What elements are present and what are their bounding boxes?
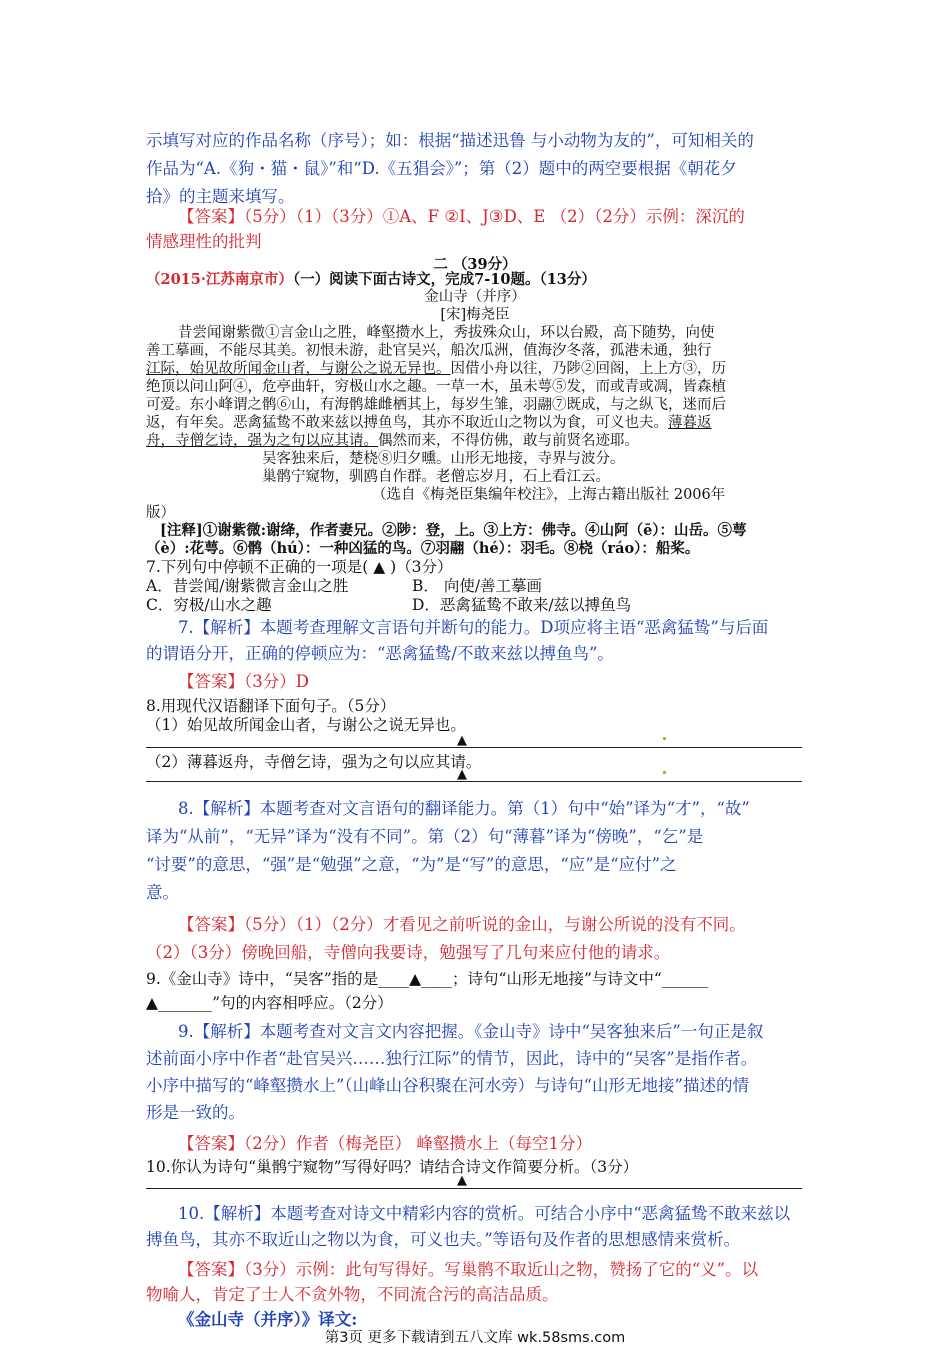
q7-option-c: C．穷极/山水之趣 — [146, 596, 272, 614]
source-label: （2015·江苏南京市） — [146, 271, 293, 288]
q7-option-a: A．昔尝闻/谢紫微言金山之胜 — [146, 577, 349, 595]
q10-answer-2: 物喻人，肯定了士人不贪外物，不同流合污的高洁品质。 — [146, 1285, 559, 1304]
verse-line-1: 吴客独来后，楚桡⑧归夕曛。山形无地接，寺界与波分。 — [262, 451, 625, 467]
q8-answer-line-1 — [146, 747, 802, 748]
notes-line-1: [注释]①谢紫微:谢绛，作者妻兄。②陟：登，上。③上方：佛寺。④山阿（ē）：山岳。⑤萼 — [160, 522, 747, 539]
q7-option-d: D．恶禽猛鸷不敢来/兹以搏鱼鸟 — [412, 596, 632, 614]
q9-analysis-1: 9.【解析】本题考查对文言文内容把握。《金山寺》诗中“吴客独来后”一句正是叙 — [178, 1022, 764, 1041]
q8-sentence-1: （1）始见故所闻金山者，与谢公之说无异也。 — [146, 716, 466, 734]
q8-blank-1-triangle: ▲ — [457, 733, 467, 748]
intro-line-1: 示填写对应的作品名称（序号）；如：根据“描述迅鲁 与小动物为友的”，可知相关的 — [146, 131, 754, 150]
passage-line-1: 昔尝闻谢紫微①言金山之胜，峰壑攒水上，秀拔殊众山，环以台殿，高下随势，向使 — [178, 325, 715, 341]
q8-sentence-2: （2）薄暮返舟，寺僧乞诗，强为之句以应其请。 — [146, 753, 482, 771]
q9-answer: 【答案】（2分）作者（梅尧臣） 峰壑攒水上（每空1分） — [178, 1134, 592, 1153]
q7-analysis-1: 7.【解析】本题考查理解文言语句并断句的能力。D项应将主语“恶禽猛鸷”与后面 — [178, 618, 769, 637]
intro-line-3: 拾》的主题来填写。 — [146, 187, 295, 206]
q10-answer-1: 【答案】（3分）示例：此句写得好。写巢鹘不取近山之物，赞扬了它的“义”。以 — [178, 1260, 759, 1279]
q8-answer-line-2 — [146, 781, 802, 782]
q10-blank-triangle: ▲ — [457, 1173, 467, 1188]
citation-cont: 版） — [146, 505, 175, 521]
q10-stem: 10.你认为诗句“巢鹘宁窥物”写得好吗？请结合诗文作简要分析。（3分） — [146, 1158, 639, 1176]
q9-analysis-4: 形是一致的。 — [146, 1103, 245, 1122]
page-footer: 第3页 更多下载请到五八文库 wk.58sms.com — [324, 1330, 626, 1346]
q7-option-b: B． 向使/善工摹画 — [412, 577, 543, 595]
passage-line-3-underlined: 江际，始见故所闻金山者，与谢公之说无异也。 — [146, 361, 451, 377]
intro-answer-1: 【答案】（5分）（1）（3分）①A、F ②I、J③D、E （2）（2分）示例：深沉的 — [178, 207, 745, 226]
q9-analysis-2: 述前面小序中作者“赴官吴兴……独行江际”的情节，因此，诗中的“吴客”是指作者。 — [146, 1049, 758, 1068]
passage-line-7-rest: 偶然而来，不得仿佛，敢与前贤名迹耶。 — [378, 433, 639, 449]
q8-answer-1: 【答案】（5分）（1）（2分）才看见之前听说的金山，与谢公所说的没有不同。 — [178, 915, 746, 934]
q8-analysis-2: 译为“从前”，“无异”译为“没有不同”。第（2）句“薄暮”译为“傍晚”，“乞”是 — [146, 827, 704, 846]
poem-author: [宋]梅尧臣 — [440, 307, 510, 323]
passage-line-2: 善工摹画，不能尽其美。初恨未游，赴官吴兴，船次瓜洲，值海汐冬落，孤港未通，独行 — [146, 343, 712, 359]
q8-stem: 8.用现代汉语翻译下面句子。（5分） — [146, 697, 396, 715]
q9-stem-1: 9.《金山寺》诗中，“吴客”指的是____▲____；诗句“山形无地接”与诗文中“______ — [146, 970, 709, 988]
q8-analysis-1: 8.【解析】本题考查对文言语句的翻译能力。第（1）句中“始”译为“才”，“故” — [178, 799, 750, 818]
verse-line-2: 巢鹘宁窥物，驯鸥自作群。老僧忘岁月，石上看江云。 — [262, 469, 610, 485]
q9-analysis-3: 小序中描写的“峰壑攒水上”（山峰山谷积聚在河水旁）与诗句“山形无地接”描述的情 — [146, 1076, 749, 1095]
q8-analysis-4: 意。 — [146, 883, 179, 902]
q8-marker-dot-1 — [663, 737, 666, 740]
passage-line-5: 可爱。东小峰谓之鹘⑥山，有海鹘雄雌栖其上，每岁生雏，羽翮⑦既成，与之纵飞，迷而后 — [146, 397, 726, 413]
q9-stem-2: ▲_______”句的内容相呼应。（2分） — [146, 994, 393, 1012]
q7-analysis-2: 的谓语分开，正确的停顿应为：“恶禽猛鸷/不敢来兹以搏鱼鸟”。 — [146, 644, 614, 663]
passage-line-7-underlined: 舟，寺僧乞诗，强为之句以应其请。 — [146, 433, 378, 449]
q8-marker-dot-2 — [663, 771, 666, 774]
passage-line-6-main: 返，有年矣。恶禽猛鸷不敢来兹以搏鱼鸟，其亦不取近山之物以为食，可义也夫。 — [146, 415, 668, 431]
q10-analysis-1: 10.【解析】本题考查对诗文中精彩内容的赏析。可结合小序中“恶禽猛鸷不敢来兹以 — [178, 1204, 791, 1223]
q8-answer-2: （2）（3分）傍晚回船，寺僧向我要诗，勉强写了几句来应付他的请求。 — [146, 943, 671, 962]
q7-stem: 7.下列句中停顿不正确的一项是( ▲ )（3分） — [146, 558, 453, 576]
passage-line-4: 绝顶以问山阿④，危亭曲轩，穷极山水之趣。一草一木，虽未萼⑤发，而或青或凋，皆森植 — [146, 379, 726, 395]
section-instruction: （一）阅读下面古诗文，完成7-10题。（13分） — [292, 271, 596, 288]
passage-line-6-underlined: 薄暮返 — [668, 415, 712, 431]
notes-line-2: （è）:花萼。⑥鹘（hú）：一种凶猛的鸟。⑦羽翮（hé）：羽毛。⑧桡（ráo）：船桨。 — [146, 540, 700, 557]
intro-line-2: 作品为“A.《狗・猫・鼠》”和“D.《五猖会》”；第（2）题中的两空要根据《朝花夕 — [146, 159, 737, 178]
q8-analysis-3: “讨要”的意思，“强”是“勉强”之意，“为”是“写”的意思，“应”是“应付”之 — [146, 855, 677, 874]
passage-line-3-rest: 因借小舟以往，乃陟②回阁，上上方③，历 — [450, 361, 726, 377]
q10-answer-line — [146, 1188, 802, 1189]
poem-title: 金山寺（并序） — [424, 289, 526, 305]
q8-blank-2-triangle: ▲ — [457, 767, 467, 782]
intro-answer-2: 情感理性的批判 — [146, 232, 262, 251]
section-heading: 二 （39分） — [433, 256, 517, 273]
q7-answer: 【答案】（3分）D — [178, 672, 309, 691]
citation: （选自《梅尧臣集编年校注》，上海古籍出版社 2006年 — [372, 487, 726, 503]
q10-analysis-2: 搏鱼鸟，其亦不取近山之物以为食，可义也夫。”等语句及作者的思想感情来赏析。 — [146, 1230, 741, 1249]
translation-title: 《金山寺（并序）》译文: — [178, 1310, 358, 1329]
